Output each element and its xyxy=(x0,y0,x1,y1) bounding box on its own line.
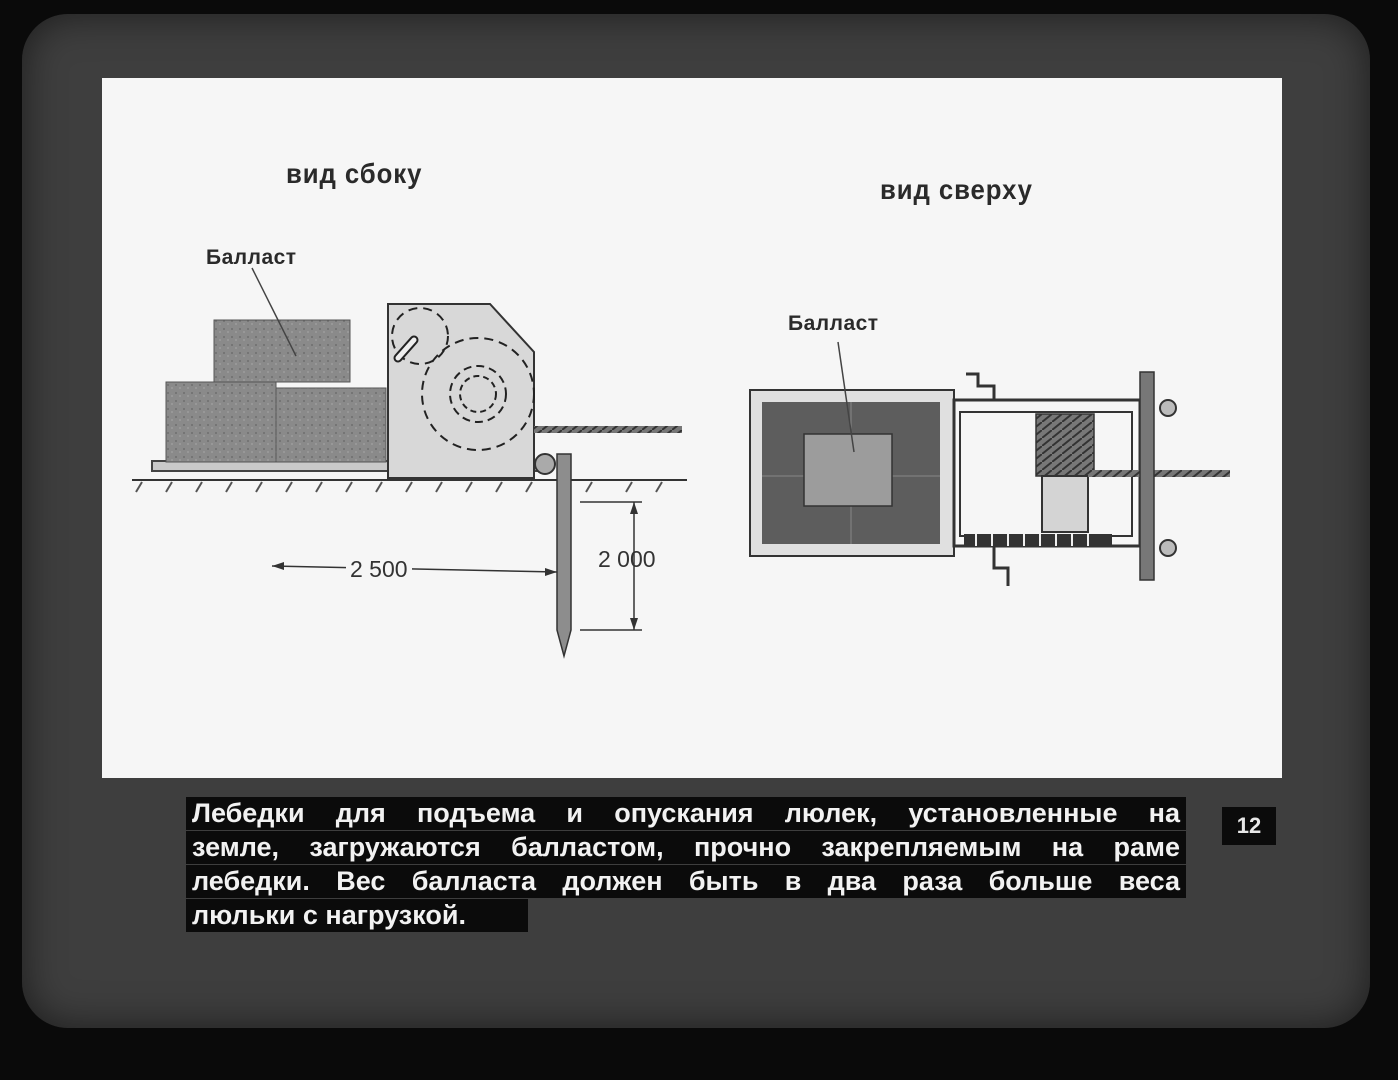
top-ballast-label: Балласт xyxy=(788,312,879,335)
top-view-title: вид сверху xyxy=(880,174,1033,205)
diagram-panel xyxy=(102,78,1282,778)
diagram-drawing xyxy=(102,78,1282,778)
caption-line: Лебедки для подъема и опускания люлек, установленные на xyxy=(186,797,1186,830)
dimension-horizontal: 2 500 xyxy=(346,556,412,583)
dimension-vertical: 2 000 xyxy=(598,546,656,572)
top-view xyxy=(750,342,1230,586)
side-ballast-label: Балласт xyxy=(206,246,297,269)
caption xyxy=(186,797,1186,933)
side-view-title: вид сбоку xyxy=(286,158,423,189)
slide-number: 12 xyxy=(1222,807,1276,845)
side-view xyxy=(132,268,687,656)
caption-line: люльки с нагрузкой. xyxy=(186,899,528,932)
caption-line: земле, загружаются балластом, прочно закрепляемым на раме xyxy=(186,831,1186,864)
caption-line: лебедки. Вес балласта должен быть в два раза больше веса xyxy=(186,865,1186,898)
